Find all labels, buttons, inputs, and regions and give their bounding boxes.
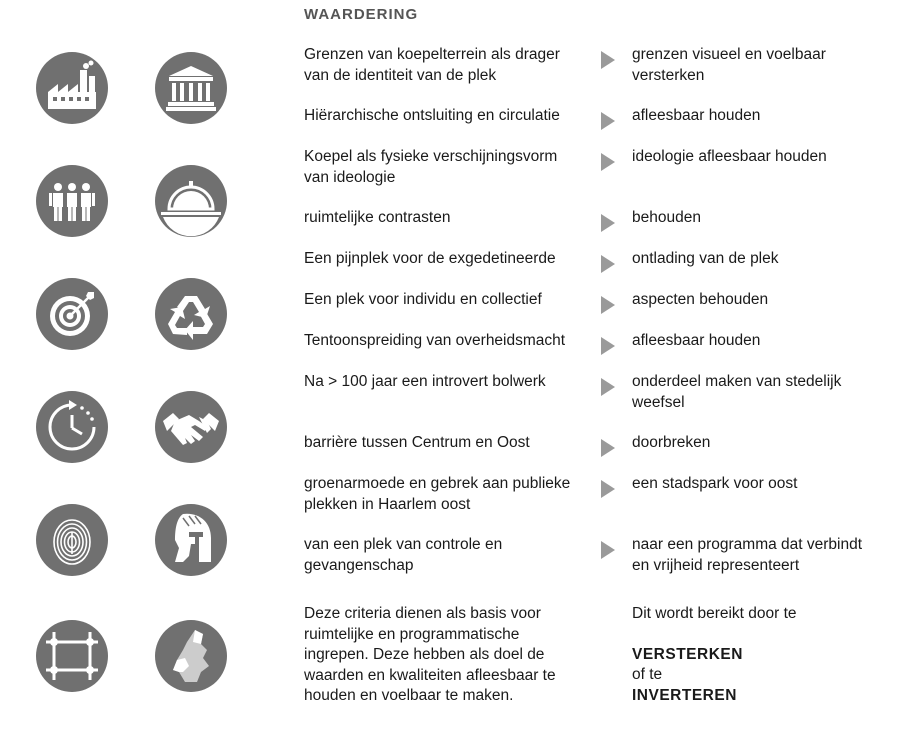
criterion-text — [304, 249, 556, 270]
action-text — [632, 106, 760, 127]
action-line: behouden — [632, 209, 701, 226]
action-text — [632, 290, 768, 311]
criterion-text — [304, 535, 502, 576]
criterion-line: Grenzen van koepelterrein als drager — [304, 46, 560, 63]
action-line: ontlading van de plek — [632, 250, 779, 267]
recycle-icon — [155, 278, 227, 350]
action-line: weefsel — [632, 393, 685, 411]
helmet-icon — [155, 504, 227, 576]
strengthen-label: VERSTERKEN — [632, 645, 743, 663]
explanation-line: houden en voelbaar te maken. — [304, 687, 514, 704]
action-line: aspecten behouden — [632, 291, 769, 308]
action-text — [632, 249, 779, 270]
arrow-right-icon — [601, 541, 615, 559]
target-icon — [36, 278, 108, 350]
dome-icon — [155, 165, 227, 237]
arrow-right-icon — [601, 112, 615, 130]
clock-icon — [36, 391, 108, 463]
criterion-line: Een pijnplek voor de exgedetineerde — [304, 250, 556, 267]
explanation-line: waarden en kwaliteiten afleesbaar te — [304, 666, 556, 684]
action-text — [632, 147, 827, 168]
section-heading: WAARDERING — [304, 6, 419, 23]
map-icon — [155, 620, 227, 692]
fingerprint-icon — [36, 504, 108, 576]
arrow-right-icon — [601, 255, 615, 273]
explanation-line: Deze criteria dienen als basis voor — [304, 605, 541, 622]
action-text — [632, 45, 826, 86]
action-line: afleesbaar houden — [632, 107, 761, 124]
criterion-text — [304, 433, 530, 454]
arrow-right-icon — [601, 337, 615, 355]
arrow-right-icon — [601, 214, 615, 232]
criterion-line: plekken in Haarlem oost — [304, 495, 471, 513]
criterion-line: groenarmoede en gebrek aan publieke — [304, 475, 571, 492]
criterion-text — [304, 372, 546, 393]
strategy-intro: Dit wordt bereikt door te — [632, 605, 797, 622]
action-text — [632, 535, 862, 576]
factory-icon — [36, 52, 108, 124]
action-line: ideologie afleesbaar houden — [632, 148, 827, 165]
explanation-line: ingrepen. Deze hebben als doel de — [304, 646, 545, 663]
criterion-line: van ideologie — [304, 168, 396, 186]
arrow-right-icon — [601, 378, 615, 396]
criterion-line: Na > 100 jaar een introvert bolwerk — [304, 373, 546, 390]
criterion-line: Een plek voor individu en collectief — [304, 291, 542, 308]
or-label: of te — [632, 666, 663, 683]
criterion-text — [304, 290, 542, 311]
criterion-line: van een plek van controle en — [304, 536, 503, 553]
arrow-right-icon — [601, 480, 615, 498]
criterion-text — [304, 45, 560, 86]
action-line: grenzen visueel en voelbaar — [632, 46, 826, 63]
criteria-explanation — [304, 604, 556, 707]
action-text — [632, 331, 760, 352]
action-text — [632, 474, 797, 495]
action-line: onderdeel maken van stedelijk — [632, 373, 842, 390]
criterion-text — [304, 208, 450, 229]
criterion-line: gevangenschap — [304, 556, 414, 574]
people-icon — [36, 165, 108, 237]
action-line: afleesbaar houden — [632, 332, 761, 349]
action-line: naar een programma dat verbindt — [632, 536, 863, 553]
arrow-right-icon — [601, 51, 615, 69]
criterion-text — [304, 106, 560, 127]
criterion-line: ruimtelijke contrasten — [304, 209, 451, 226]
criterion-text — [304, 474, 570, 515]
action-line: en vrijheid representeert — [632, 556, 800, 574]
action-line: doorbreken — [632, 434, 711, 451]
structure-frame-icon — [36, 620, 108, 692]
action-text — [632, 208, 701, 229]
arrow-right-icon — [601, 296, 615, 314]
arrow-right-icon — [601, 439, 615, 457]
criterion-line: van de identiteit van de plek — [304, 66, 497, 84]
criterion-text — [304, 331, 565, 352]
action-line: versterken — [632, 66, 705, 84]
action-text — [632, 433, 710, 454]
strategy-summary — [632, 604, 797, 706]
criterion-line: barrière tussen Centrum en Oost — [304, 434, 530, 451]
criterion-line: Tentoonspreiding van overheidsmacht — [304, 332, 566, 349]
invert-label: INVERTEREN — [632, 686, 737, 704]
criterion-line: Koepel als fysieke verschijningsvorm — [304, 148, 558, 165]
action-line: een stadspark voor oost — [632, 475, 798, 492]
criterion-text — [304, 147, 557, 188]
pantheon-icon — [155, 52, 227, 124]
arrow-right-icon — [601, 153, 615, 171]
criterion-line: Hiërarchische ontsluiting en circulatie — [304, 107, 560, 124]
action-text — [632, 372, 841, 413]
handshake-icon — [155, 391, 227, 463]
explanation-line: ruimtelijke en programmatische — [304, 625, 520, 643]
